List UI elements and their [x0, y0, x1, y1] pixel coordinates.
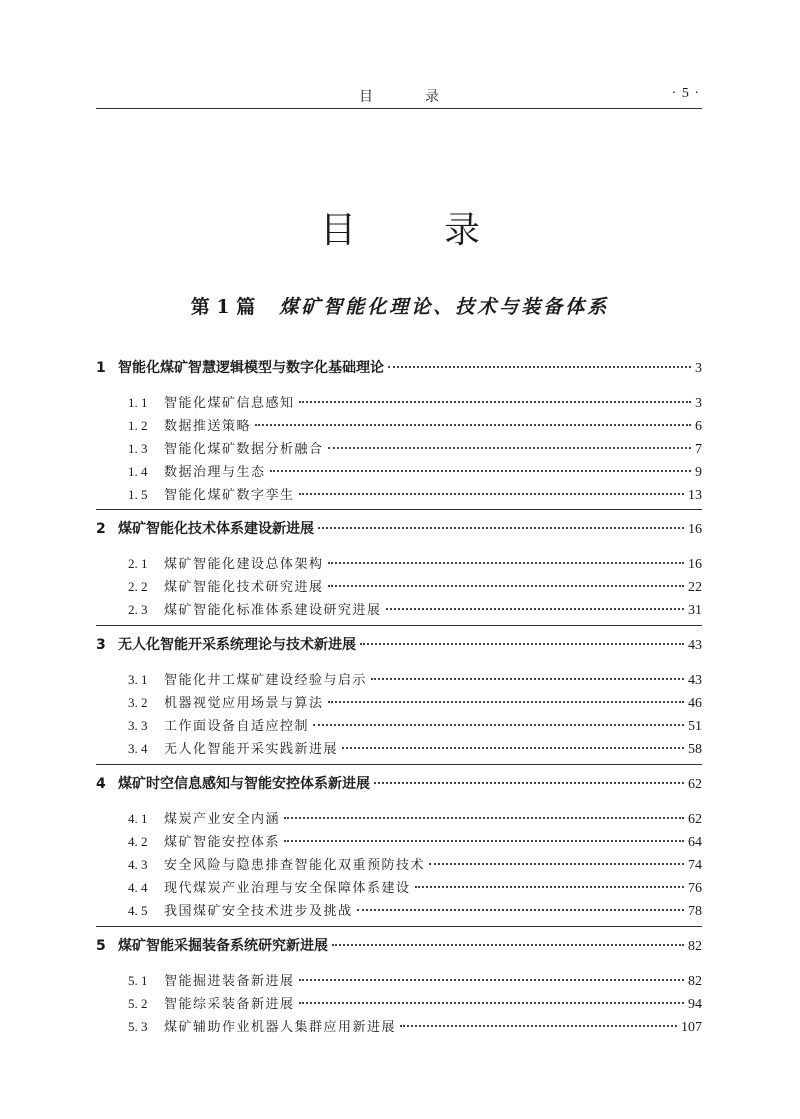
chapter-page: 43 [688, 638, 702, 653]
toc-section-3-2[interactable] [128, 692, 702, 712]
section-number: 3. 2 [128, 695, 148, 710]
chapter-page: 3 [695, 361, 702, 376]
section-number: 3. 1 [128, 672, 148, 687]
section-title: 煤矿智能化标准体系建设研究进展 [164, 603, 382, 618]
chapter-number: 4 [96, 776, 106, 792]
dot-leader [318, 527, 684, 529]
toc-section-1-5[interactable] [128, 484, 702, 504]
chapter-number: 1 [96, 360, 106, 376]
section-page: 82 [688, 974, 702, 989]
section-number: 4. 3 [128, 857, 148, 872]
section-title: 数据治理与生态 [164, 465, 266, 480]
section-title: 数据推送策略 [164, 419, 252, 434]
chapter-divider [96, 625, 702, 626]
section-page: 78 [688, 904, 702, 919]
section-number: 4. 2 [128, 834, 148, 849]
dot-leader [299, 1002, 684, 1004]
running-title: 目录 [359, 89, 491, 105]
section-title: 智能化煤矿信息感知 [164, 396, 295, 411]
section-number: 4. 1 [128, 811, 148, 826]
dot-leader [299, 401, 691, 403]
dot-leader [388, 366, 691, 368]
section-page: 62 [688, 812, 702, 827]
toc-chapter-4[interactable] [96, 773, 702, 793]
section-number: 3. 3 [128, 718, 148, 733]
dot-leader [332, 944, 684, 946]
section-page: 64 [688, 835, 702, 850]
chapter-title: 煤矿智能采掘装备系统研究新进展 [118, 938, 328, 954]
toc-section-3-4[interactable] [128, 738, 702, 758]
dot-leader [415, 886, 684, 888]
dot-leader [328, 447, 691, 449]
chapter-number: 5 [96, 938, 106, 954]
toc-title: 目录 [319, 210, 568, 251]
part-label: 第 1 篇 [190, 296, 256, 318]
section-number: 5. 3 [128, 1019, 148, 1034]
part-name: 煤矿智能化理论、技术与装备体系 [279, 296, 610, 318]
section-title: 智能掘进装备新进展 [164, 974, 295, 989]
chapter-title: 无人化智能开采系统理论与技术新进展 [118, 637, 356, 653]
section-page: 31 [688, 603, 702, 618]
section-number: 4. 5 [128, 903, 148, 918]
section-page: 16 [688, 557, 702, 572]
dot-leader [328, 701, 684, 703]
section-number: 3. 4 [128, 741, 148, 756]
section-title: 智能化煤矿数字孪生 [164, 488, 295, 503]
toc-section-5-1[interactable] [128, 970, 702, 990]
running-header [96, 84, 702, 109]
dot-leader [284, 840, 684, 842]
toc-section-4-2[interactable] [128, 831, 702, 851]
chapter-page: 82 [688, 939, 702, 954]
section-page: 46 [688, 696, 702, 711]
dot-leader [328, 562, 684, 564]
section-number: 5. 1 [128, 973, 148, 988]
dot-leader [313, 724, 684, 726]
section-title: 煤矿智能化技术研究进展 [164, 580, 324, 595]
section-title: 无人化智能开采实践新进展 [164, 742, 339, 757]
dot-leader [360, 643, 684, 645]
chapter-page: 62 [688, 777, 702, 792]
section-page: 74 [688, 858, 702, 873]
section-page: 76 [688, 881, 702, 896]
toc-section-3-1[interactable] [128, 669, 702, 689]
toc-chapter-1[interactable] [96, 357, 702, 377]
dot-leader [374, 782, 684, 784]
section-title: 煤炭产业安全内涵 [164, 812, 281, 827]
section-page: 51 [688, 719, 702, 734]
chapter-title: 智能化煤矿智慧逻辑模型与数字化基础理论 [118, 360, 384, 376]
dot-leader [255, 424, 691, 426]
section-page: 7 [695, 442, 702, 457]
section-page: 6 [695, 419, 702, 434]
section-title: 智能化煤矿数据分析融合 [164, 442, 324, 457]
section-title: 煤矿辅助作业机器人集群应用新进展 [164, 1020, 397, 1035]
dot-leader [429, 863, 684, 865]
toc-section-2-2[interactable] [128, 576, 702, 596]
chapter-title: 煤矿时空信息感知与智能安控体系新进展 [118, 776, 370, 792]
toc-section-4-5[interactable] [128, 900, 702, 920]
toc-section-1-1[interactable] [128, 392, 702, 412]
section-page: 58 [688, 742, 702, 757]
toc-section-5-3[interactable] [128, 1016, 702, 1036]
section-page: 22 [688, 580, 702, 595]
toc-section-4-1[interactable] [128, 808, 702, 828]
section-page: 107 [681, 1020, 702, 1035]
dot-leader [400, 1025, 677, 1027]
toc-chapter-3[interactable] [96, 634, 702, 654]
section-page: 9 [695, 465, 702, 480]
section-page: 3 [695, 396, 702, 411]
section-title: 机器视觉应用场景与算法 [164, 696, 324, 711]
section-number: 5. 2 [128, 996, 148, 1011]
chapter-divider [96, 926, 702, 927]
section-title: 现代煤炭产业治理与安全保障体系建设 [164, 881, 411, 896]
section-page: 13 [688, 488, 702, 503]
chapter-number: 3 [96, 637, 106, 653]
section-title: 煤矿智能安控体系 [164, 835, 281, 850]
toc-section-4-3[interactable] [128, 854, 702, 874]
section-number: 4. 4 [128, 880, 148, 895]
dot-leader [328, 585, 684, 587]
dot-leader [299, 979, 684, 981]
chapter-page: 16 [688, 522, 702, 537]
section-title: 智能化井工煤矿建设经验与启示 [164, 673, 368, 688]
part-heading [0, 292, 800, 319]
toc-chapter-5[interactable] [96, 935, 702, 955]
section-number: 2. 3 [128, 602, 148, 617]
dot-leader [299, 493, 684, 495]
section-number: 2. 1 [128, 556, 148, 571]
chapter-title: 煤矿智能化技术体系建设新进展 [118, 521, 314, 537]
section-number: 1. 1 [128, 395, 148, 410]
chapter-number: 2 [96, 521, 106, 537]
section-number: 2. 2 [128, 579, 148, 594]
page-number: · 5 · [671, 86, 700, 101]
toc-section-2-1[interactable] [128, 553, 702, 573]
toc-section-1-3[interactable] [128, 438, 702, 458]
toc-section-3-3[interactable] [128, 715, 702, 735]
toc-section-5-2[interactable] [128, 993, 702, 1013]
section-number: 1. 5 [128, 487, 148, 502]
section-title: 工作面设备自适应控制 [164, 719, 310, 734]
section-title: 我国煤矿安全技术进步及挑战 [164, 904, 353, 919]
section-number: 1. 2 [128, 418, 148, 433]
section-number: 1. 4 [128, 464, 148, 479]
dot-leader [357, 909, 684, 911]
dot-leader [270, 470, 691, 472]
section-title: 煤矿智能化建设总体架构 [164, 557, 324, 572]
section-title: 智能综采装备新进展 [164, 997, 295, 1012]
toc-section-4-4[interactable] [128, 877, 702, 897]
section-number: 1. 3 [128, 441, 148, 456]
dot-leader [371, 678, 684, 680]
dot-leader [284, 817, 684, 819]
section-title: 安全风险与隐患排查智能化双重预防技术 [164, 858, 426, 873]
dot-leader [386, 608, 684, 610]
dot-leader [342, 747, 684, 749]
toc-section-1-2[interactable] [128, 415, 702, 435]
toc-section-2-3[interactable] [128, 599, 702, 619]
toc-section-1-4[interactable] [128, 461, 702, 481]
toc-chapter-2[interactable] [96, 518, 702, 538]
section-page: 94 [688, 997, 702, 1012]
chapter-divider [96, 764, 702, 765]
section-page: 43 [688, 673, 702, 688]
chapter-divider [96, 509, 702, 510]
